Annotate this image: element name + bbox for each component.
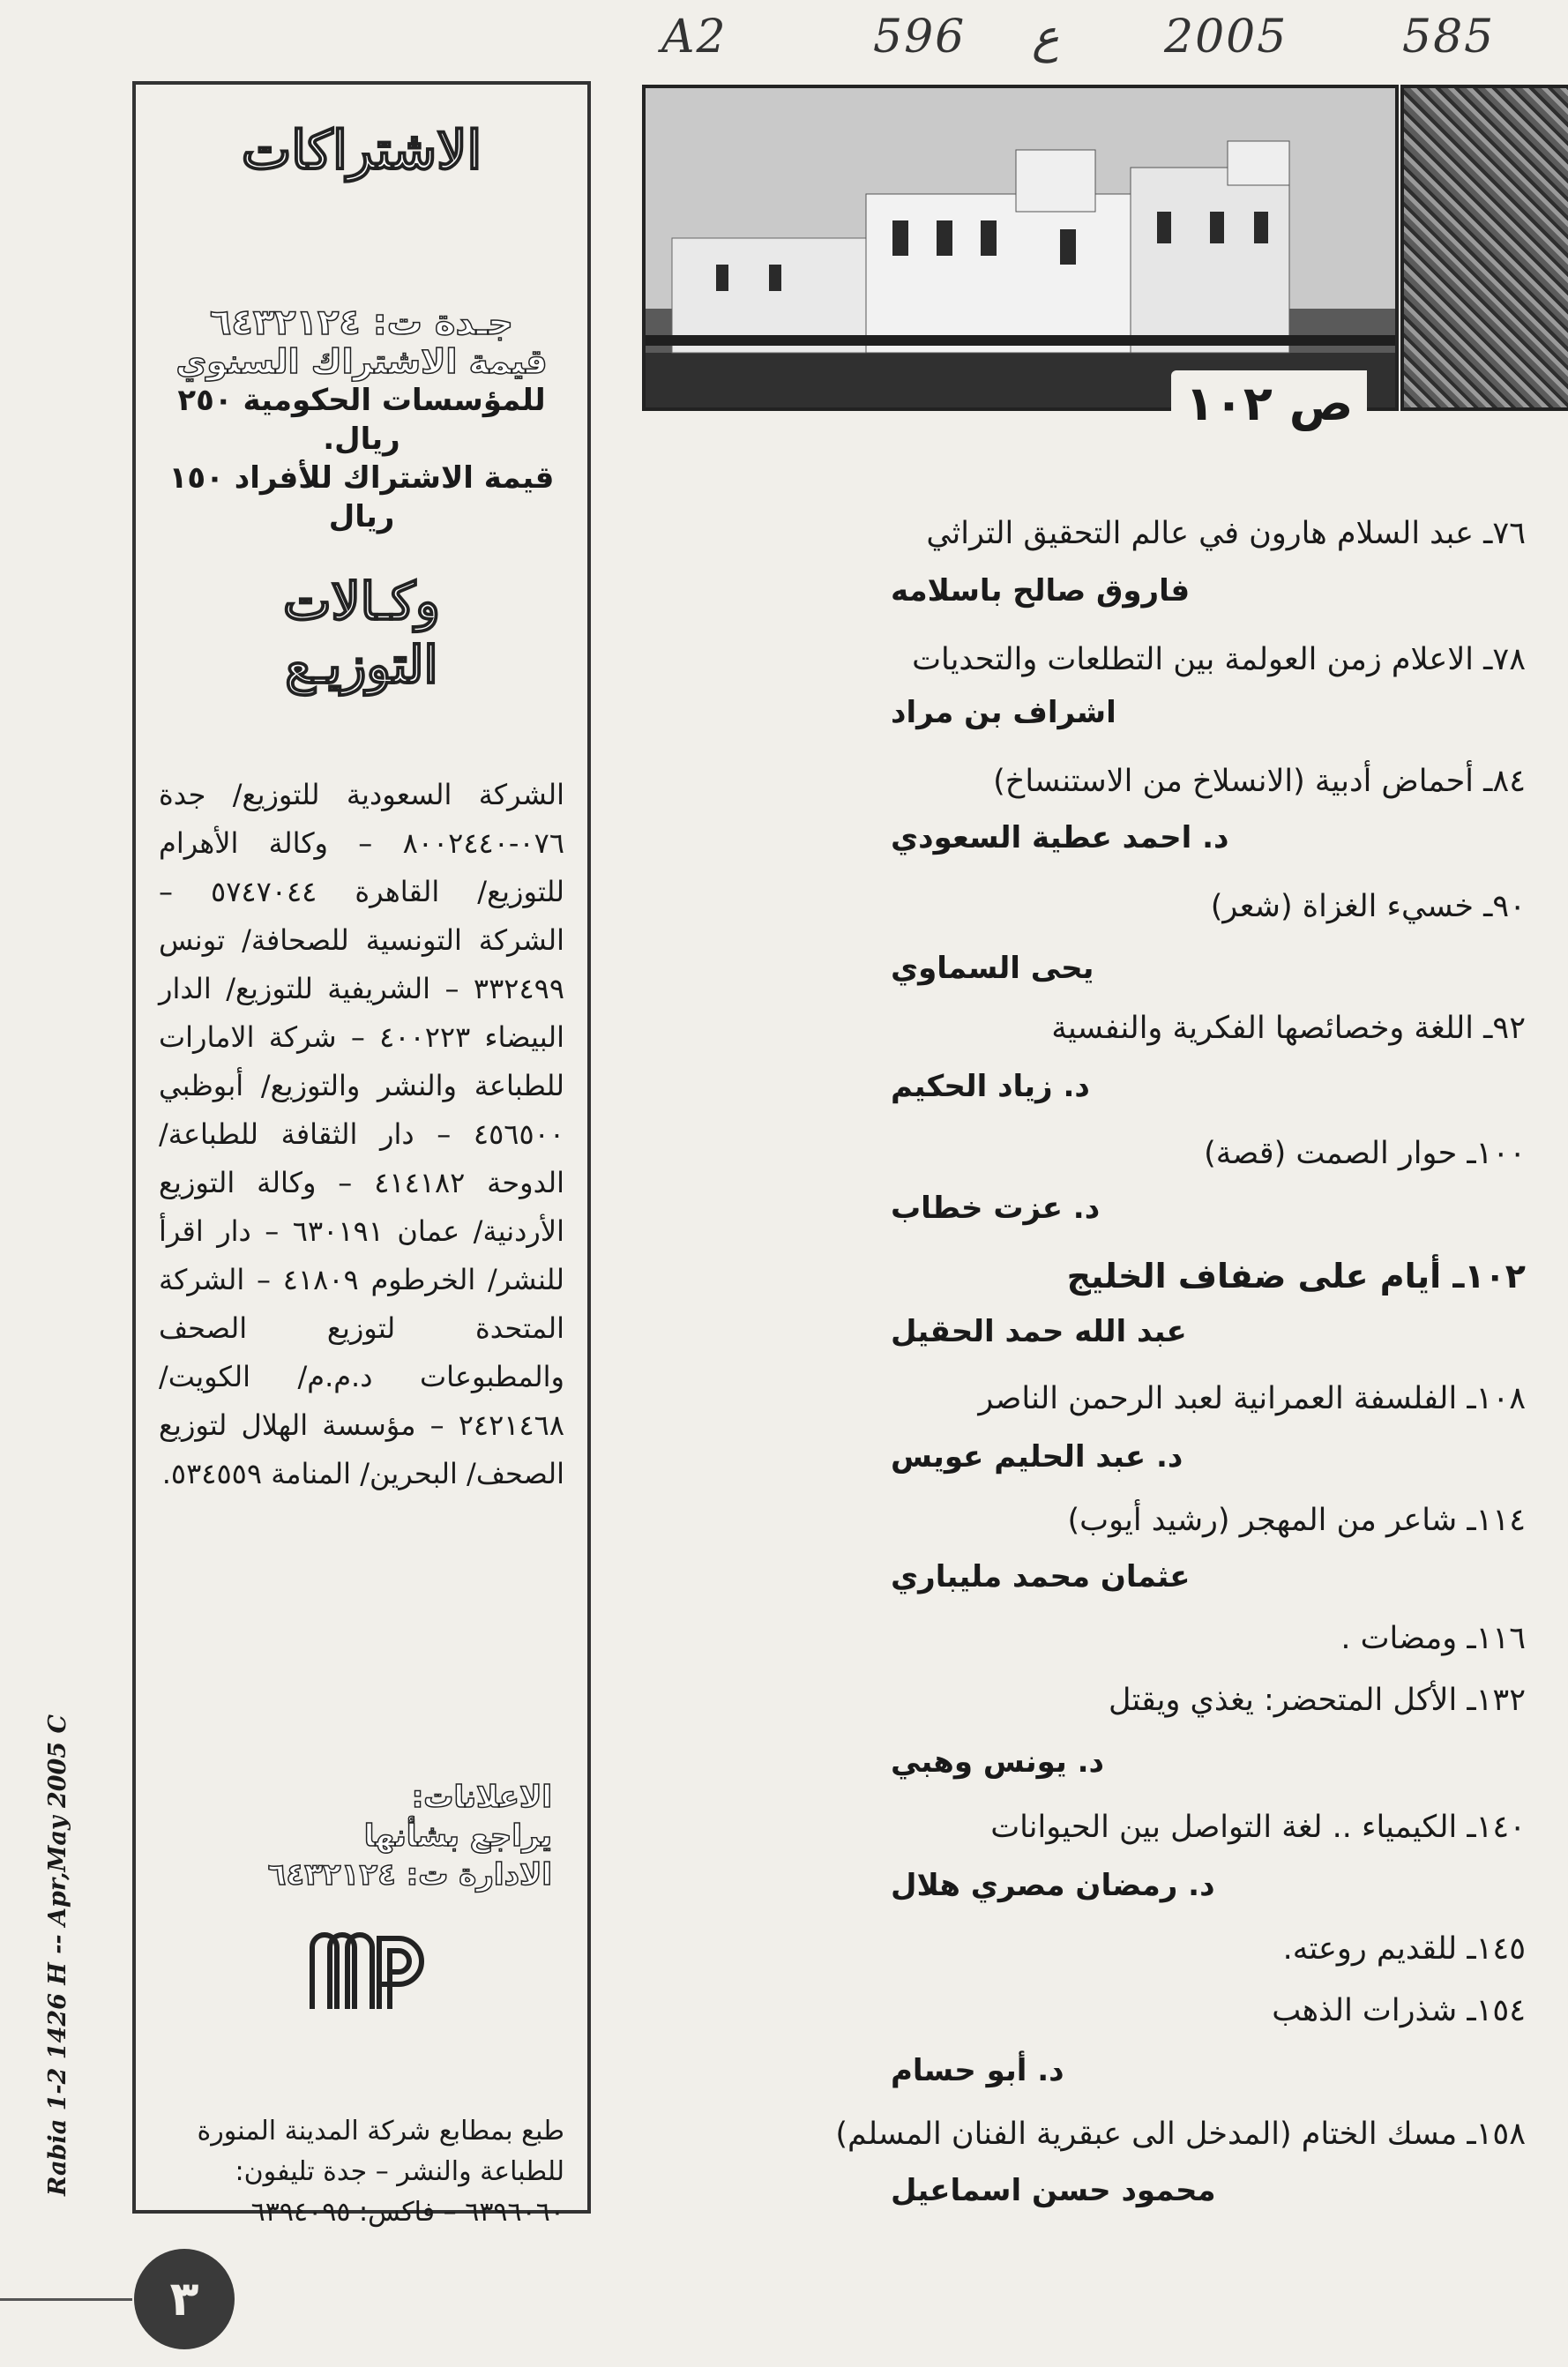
distribution-title xyxy=(136,570,587,697)
subscription-prices xyxy=(157,303,566,536)
toc-author: د. عبد الحليم عويس xyxy=(891,1439,1183,1475)
subscriptions-title: الاشتراكات xyxy=(241,120,482,182)
toc-title: ٩٠ـ خسيء الغزاة (شعر) xyxy=(1210,889,1526,924)
toc-author: د. احمد عطية السعودي xyxy=(891,820,1229,855)
printer-line-1: طبع بمطابع شركة المدينة المنورة xyxy=(197,2116,564,2147)
toc-title: ١٣٢ـ الأكل المتحضر: يغذي ويقتل xyxy=(1108,1683,1526,1718)
photo-page-label: ص ١٠٢ xyxy=(1171,370,1367,437)
toc-author: يحى السماوي xyxy=(891,951,1094,986)
government-price: للمؤسسات الحكومية ٢٥٠ ريال. xyxy=(177,383,546,457)
advertising-info xyxy=(268,1778,552,1894)
toc-title: ١٤٥ـ للقديم روعته. xyxy=(1282,1931,1526,1967)
individual-price: قيمة الاشتراك للأفراد ١٥٠ ريال xyxy=(168,460,555,534)
toc-title: ١١٤ـ شاعر من المهجر (رشيد أيوب) xyxy=(1067,1503,1526,1538)
issue-date: Rabia 1-2 1426 H -- Apr,May 2005 C xyxy=(44,1714,71,2196)
toc-title: ١٠٨ـ الفلسفة العمرانية لعبد الرحمن الناصر xyxy=(978,1381,1526,1416)
toc-title: ٩٢ـ اللغة وخصائصها الفكرية والنفسية xyxy=(1051,1011,1526,1046)
toc-author: اشراف بن مراد xyxy=(891,695,1116,730)
table-of-contents xyxy=(617,0,1526,2367)
toc-author: فاروق صالح باسلامه xyxy=(891,573,1191,609)
page-number: ٣ xyxy=(134,2249,235,2349)
toc-title: ٧٨ـ الاعلام زمن العولمة بين التطلعات والتحديات xyxy=(912,642,1526,677)
distribution-agents-text: الشركة السعودية للتوزيع/ جدة ٠٧٦-٨٠٠٢٤٤٠ – وكالة الأهرام للتوزيع/ القاهرة ٥٧٤٧٠٤٤ – الشركة التونسية للصحافة/ تونس ٣٣٢٤٩٩ – الشريفية للتوزيع/ الدار البيضاء ٤٠٠٢٢٣ – شركة الامارات للطباعة والنشر والتوزيع/ أبوظبي ٤٥٦٥٠٠ – دار الثقافة للطباعة/ الدوحة ٤١٤١٨٢ – وكالة التوزيع الأردنية/ عمان ٦٣٠١٩١ – دار اقرأ للنشر/ الخرطوم ٤١٨٠٩ – الشركة المتحدة لتوزيع الصحف والمطبوعات د.م.م/ الكويت/ ٢٤٢١٤٦٨ – مؤسسة الهلال لتوزيع الصحف/ البحرين/ المنامة ٥٣٤٥٥٩. xyxy=(159,778,565,1490)
toc-author: عثمان محمد مليباري xyxy=(891,1559,1191,1594)
subscriptions-sidebar xyxy=(132,81,591,2228)
toc-title: ١٥٤ـ شذرات الذهب xyxy=(1272,1993,1526,2028)
toc-author: د. زياد الحكيم xyxy=(891,1069,1090,1104)
bottom-rule xyxy=(0,2298,132,2301)
toc-author: د. عزت خطاب xyxy=(891,1191,1101,1226)
handwriting-c: ع xyxy=(1032,11,1060,63)
toc-author: د. يونس وهبي xyxy=(891,1744,1104,1780)
toc-author: محمود حسن اسماعيل xyxy=(891,2173,1216,2208)
printer-line-2: للطباعة والنشر – جدة تليفون: xyxy=(235,2156,564,2187)
toc-title: ٨٤ـ أحماض أدبية (الانسلاخ من الاستنساخ) xyxy=(993,764,1526,799)
subscription-phone: جـدة ت: ٦٤٣٢١٢٤ xyxy=(209,302,514,343)
printer-logo-icon xyxy=(295,1921,436,2018)
ads-label: الاعلانات: xyxy=(411,1780,552,1815)
ads-contact-note: يراجع بشأنها xyxy=(363,1818,552,1854)
handwriting-d: 2005 xyxy=(1164,11,1288,63)
toc-title: ١١٦ـ ومضات . xyxy=(1340,1621,1526,1656)
handwriting-a: A2 xyxy=(661,11,728,63)
printer-line-3: ٦٣٩٦٠٦٠ – فاكس: ٦٣٩٤٠٩٥ xyxy=(250,2197,564,2228)
toc-title: ١٤٠ـ الكيمياء .. لغة التواصل بين الحيوانات xyxy=(990,1810,1526,1845)
annual-subscription-label: قيمة الاشتراك السنوي xyxy=(175,342,548,381)
toc-title: ١٠٢ـ أيام على ضفاف الخليج xyxy=(1066,1257,1526,1296)
handwriting-e: 585 xyxy=(1402,11,1496,63)
distribution-title-line-2: التوزيـع xyxy=(285,635,438,695)
toc-author: د. رمضان مصري هلال xyxy=(891,1868,1215,1903)
toc-title: ٧٦ـ عبد السلام هارون في عالم التحقيق التراثي xyxy=(926,516,1526,551)
toc-author: عبد الله حمد الحقيل xyxy=(891,1314,1187,1349)
printer-info xyxy=(159,2111,564,2233)
admin-phone: الادارة ت: ٦٤٣٢١٢٤ xyxy=(267,1857,552,1893)
distribution-title-line-1: وكـالات xyxy=(283,571,440,631)
handwriting-b: 596 xyxy=(873,11,967,63)
toc-author: د. أبو حسام xyxy=(891,2053,1064,2088)
toc-title: ١٠٠ـ حوار الصمت (قصة) xyxy=(1204,1136,1526,1171)
toc-title: ١٥٨ـ مسك الختام (المدخل الى عبقرية الفنان المسلم) xyxy=(835,2117,1526,2152)
